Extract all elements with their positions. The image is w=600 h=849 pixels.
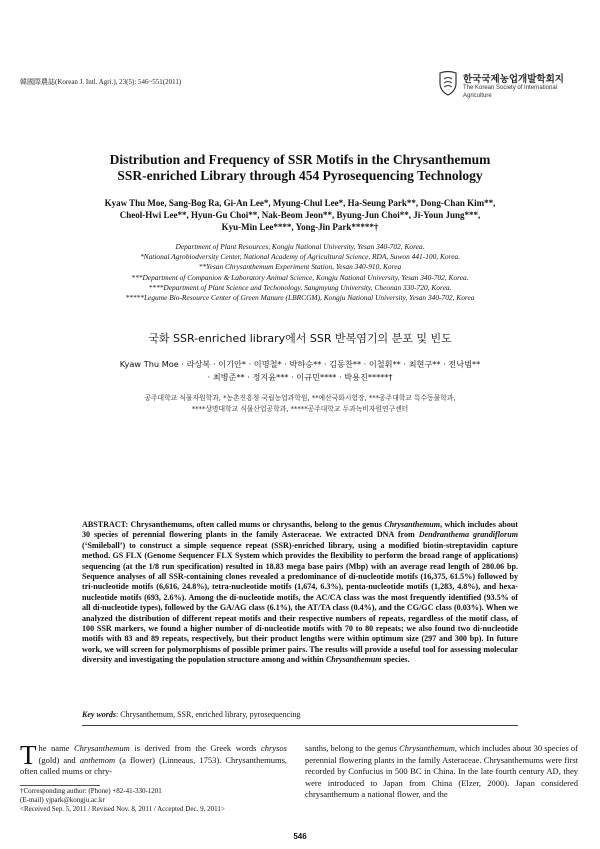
korean-affiliation-line1: 공주대학교 식물자원학과, *농촌진흥청 국립농업과학원, **예산국화시험장, ***공주대학교 특수동물학과, [144,394,456,402]
drop-cap: T [20,740,37,770]
body-text: sanths, belong to the genus [305,743,400,753]
body-column-left [20,740,288,778]
body-column-right [305,743,578,801]
keywords-text: : Chrysanthemum, SSR, enriched library, pyrosequencing [116,710,301,719]
affiliation-1: Department of Plant Resources, Kongju National University, Yesan 340-702, Korea. [175,242,425,251]
society-name-en-line1: The Korean Society of International [463,85,558,91]
footnotes [20,787,300,814]
abstract-text-4: species. [381,655,410,665]
abstract-text-2: , which includes about 30 species of perennial flowering plants in the family Asteraceae. We extracted DNA from [82,520,518,540]
journal-citation: 韓國際農誌(Korean J. Intl. Agri.), 23(5): 546~551(2011) [20,78,182,86]
body-genus: Chrysanthemum [399,743,455,753]
footnote-received: <Received Sep. 5, 2011 / Revised Nov. 8, 2011 / Accepted Dec. 9, 2011> [20,805,225,813]
author-line1: Kyaw Thu Moe, Sang-Bog Ra, Gi-An Lee*, Myung-Chul Lee*, Ha-Seung Park**, Dong-Chan Kim**, [104,198,496,208]
society-name-kr: 한국국제농업개발학회지 [463,74,564,85]
korean-author-list [50,358,550,384]
society-logo [437,70,587,110]
paper-title [40,152,560,184]
korean-author-line2: · 최병준** · 정지윤*** · 이규민**** · 박용진*****† [207,372,393,382]
paper-title-line2: SSR-enriched Library through 454 Pyrosequencing Technology [117,168,483,183]
affiliation-list [20,242,580,303]
society-name-en-line2: Agriculture [463,92,492,99]
body-term-chrysos: chrysos [261,743,287,753]
abstract-genus: Chrysanthemum [384,520,441,529]
page-number: 546 [293,832,307,841]
society-emblem-icon [437,70,459,96]
keywords [82,710,518,719]
author-line3: Kyu-Min Lee****, Yong-Jin Park*****† [221,222,379,232]
abstract-divider [82,725,518,726]
keywords-label: Key words [82,710,116,719]
abstract-text-1: Chrysanthemums, often called mums or chrysanths, belong to the genus [128,520,385,529]
abstract [82,520,518,666]
affiliation-6: *****Legume Bio-Resource Center of Green Manure (LBRCGM), Kongju National University, Yesan 340-702, Korea [125,293,475,303]
author-line2: Cheol-Hwi Lee**, Hyun-Gu Choi**, Nak-Beom Jeon**, Byung-Jun Choi**, Ji-Youn Jung***, [119,210,481,220]
abstract-species: Dendranthema grandiflorum [418,530,518,540]
body-text: (a flower) (Linneaus, 1753). Chrysanthemums, often called mums or chry- [20,754,288,776]
korean-author-line1: Kyaw Thu Moe · 라상복 · 이기안* · 이명철* · 박하승** · 김동찬** · 이철휘** · 최현구** · 전낙범** [119,359,481,369]
body-genus: Chrysanthemum [73,743,130,753]
body-term-anthemom: anthemom [79,754,116,765]
footnote-email: (E-mail) yjpark@kongju.ac.kr [20,796,105,804]
abstract-genus-2: Chrysanthemum [325,655,382,665]
body-text: is derived from the Greek words [129,743,262,753]
korean-affiliation-list [50,393,550,414]
affiliation-4: ***Department of Companion & Laboratory Animal Science, Kongju National University, Yesan 340-702, Korea. [131,272,469,282]
footnote-corresponding: †Corresponding author: (Phone) +82-41-330-1201 [20,787,162,795]
paper-title-line1: Distribution and Frequency of SSR Motifs in the Chrysanthemum [109,152,491,167]
abstract-label: ABSTRACT: [82,520,129,529]
korean-affiliation-line2: ****상명대학교 식물산업공학과, *****공주대학교 두과녹비자원연구센터 [191,404,409,413]
author-list [40,197,560,233]
affiliation-5: ****Department of Plant Science and Techonology, Sangmyung University, Cheonan 330-720, Korea. [148,282,452,292]
body-text: , which includes about 30 species of perennial flowering plants in the family Asteraceae. Chrysanthemums were first recorded by Confucius in 500 BC in China. In the late fourth century AD, they were introduced to Japan from China (Elzer, 2000). Japan considered chrysanthemum a national flower, and the [305,743,578,799]
footnote-divider [20,785,100,786]
abstract-text-3: (‘Smileball’) to construct a simple sequence repeat (SSR)-enriched library, using a modified biotin-streptavidin capture method. GS FLX (Genome Sequencer FLX System which provides the flexibility to perform the broad range of applications) sequencing (at the 1/8 run specification) resulted in 18.83 mega base pairs (Mbp) with an average read length of 280.06 bp. Sequence analyses of all SSR-containing clones revealed a predominance of di-nucleotide motifs (16,375, 61.5%) followed by tri-nucleotide motifs (6,616, 24.8%), tetra-nucleotide motifs (1,674, 6.3%), penta-nucleotide motifs (1,283, 4.8%), and hexa-nucleotide motifs (693, 2.6%). Among the di-nucleotide motifs, the AC/CA class was the most frequently identified (93.5% of all di-nucleotide types), followed by the GA/AG class (6.1%), the AT/TA class (0.4%), and the CG/GC class (0.03%). When we analyzed the distribution of different repeat motifs and their respective numbers of repeats, regardless of the motif class, of 100 SSR markers, we found a higher number of di-nucleotide motifs with 70 to 80 repeats; we also found two di-nucleotide motifs with 83 and 89 repeats, respectively, but their product lengths were within optimum size (297 and 300 bp). In future work, we will screen for polymorphisms of possible primer pairs. The results will provide a useful tool for assessing molecular diversity and investigating the population structure among and within [82,540,518,665]
affiliation-3: **Yesan Chrysanthemum Experiment Station, Yesan 340-910, Korea [198,262,402,272]
society-name-en [463,85,557,100]
body-text: (gold) and [38,754,80,765]
body-text: he name [38,743,74,753]
korean-title: 국화 SSR-enriched library에서 SSR 반복염기의 분포 및 빈도 [148,332,452,345]
affiliation-2: *National Agrobiodversity Center, National Academy of Agricultural Science, RDA, Suwon 441-100, Korea. [139,252,461,262]
